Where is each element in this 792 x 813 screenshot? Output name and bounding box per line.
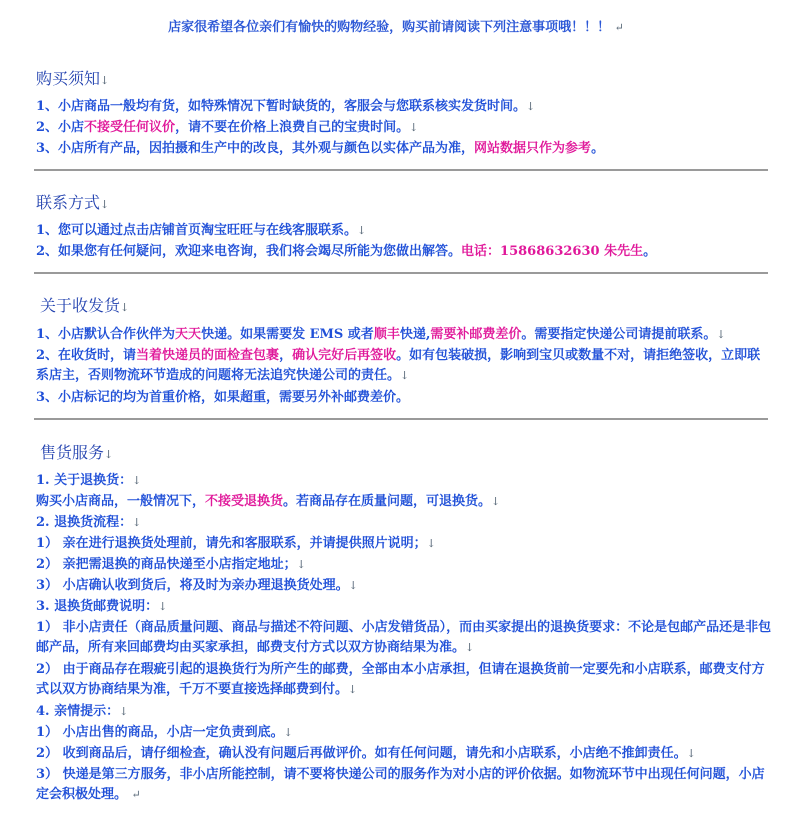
service-heading-3: 3. 退换货邮费说明：↓ — [36, 599, 168, 614]
service-line-4: 3） 小店确认收到货后，将及时为亲办理退换货处理。↓ — [36, 578, 358, 593]
contact-line-2: 2、如果您有任何疑问，欢迎来电咨询，我们将会竭尽所能为您做出解答。电话：15868632630 朱先生。 — [36, 244, 657, 259]
service-heading-1: 1. 关于退换货：↓ — [36, 473, 142, 488]
shipping-line-3: 3、小店标记的均为首重价格，如果超重，需要另外补邮费差价。 — [36, 390, 410, 405]
divider — [34, 272, 768, 274]
service-line-2: 1） 亲在进行退换货处理前，请先和客服联系，并请提供照片说明；↓ — [36, 536, 436, 551]
shipping-line-2: 2、在收货时，请当着快递员的面检查包裹，确认完好后再签收。如有包装破损，影响到宝贝或数量不对，请拒绝签收，立即联系店主，否则物流环节造成的问题将无法追究快递公司的责任。↓ — [36, 348, 761, 383]
purchase-line-2: 2、小店不接受任何议价，请不要在价格上浪费自己的宝贵时间。↓ — [36, 120, 419, 135]
divider — [34, 418, 768, 420]
service-line-1: 购买小店商品，一般情况下，不接受退换货。若商品存在质量问题，可退换货。↓ — [36, 494, 501, 509]
intro-notice: 店家很希望各位亲们有愉快的购物经验，购买前请阅读下列注意事项哦！！！ ↵ — [168, 20, 624, 35]
service-line-5: 1） 非小店责任（商品质量问题、商品与描述不符问题、小店发错货品），而由买家提出的退换货要求：不论是包邮产品还是非包邮产品，所有来回邮费均由买家承担，邮费支付方式以双方协商结果为准。↓ — [36, 620, 772, 655]
section-title-purchase: 购买须知↓ — [36, 69, 110, 88]
shipping-line-1: 1、小店默认合作伙伴为天天快递。如果需要发 EMS 或者顺丰快递,需要补邮费差价。需要指定快递公司请提前联系。↓ — [36, 327, 726, 342]
section-title-shipping: 关于收发货↓ — [40, 296, 130, 315]
divider — [34, 169, 768, 171]
purchase-line-1: 1、小店商品一般均有货，如特殊情况下暂时缺货的，客服会与您联系核实发货时间。↓ — [36, 99, 536, 114]
section-title-service: 售货服务↓ — [40, 443, 114, 462]
service-line-9: 3） 快递是第三方服务，非小店所能控制，请不要将快递公司的服务作为对小店的评价依据。如物流环节中出现任何问题，小店定会积极处理。 ↵ — [36, 767, 765, 802]
paragraph-mark: ↵ — [614, 21, 624, 34]
service-line-8: 2） 收到商品后，请仔细检查，确认没有问题后再做评价。如有任何问题，请先和小店联系，小店绝不推卸责任。↓ — [36, 746, 696, 761]
service-heading-2: 2. 退换货流程：↓ — [36, 515, 142, 530]
service-heading-4: 4. 亲情提示：↓ — [36, 704, 129, 719]
purchase-line-3: 3、小店所有产品，因拍摄和生产中的改良，其外观与颜色以实体产品为准，网站数据只作为参考。 — [36, 141, 605, 156]
section-title-contact: 联系方式↓ — [36, 193, 110, 212]
service-line-7: 1） 小店出售的商品，小店一定负责到底。↓ — [36, 725, 293, 740]
service-line-6: 2） 由于商品存在瑕疵引起的退换货行为所产生的邮费，全部由本小店承担，但请在退换货前一定要先和小店联系，邮费支付方式以双方协商结果为准，千万不要直接选择邮费到付。↓ — [36, 662, 765, 697]
contact-line-1: 1、您可以通过点击店铺首页淘宝旺旺与在线客服联系。↓ — [36, 223, 367, 238]
service-line-3: 2） 亲把需退换的商品快递至小店指定地址；↓ — [36, 557, 306, 572]
